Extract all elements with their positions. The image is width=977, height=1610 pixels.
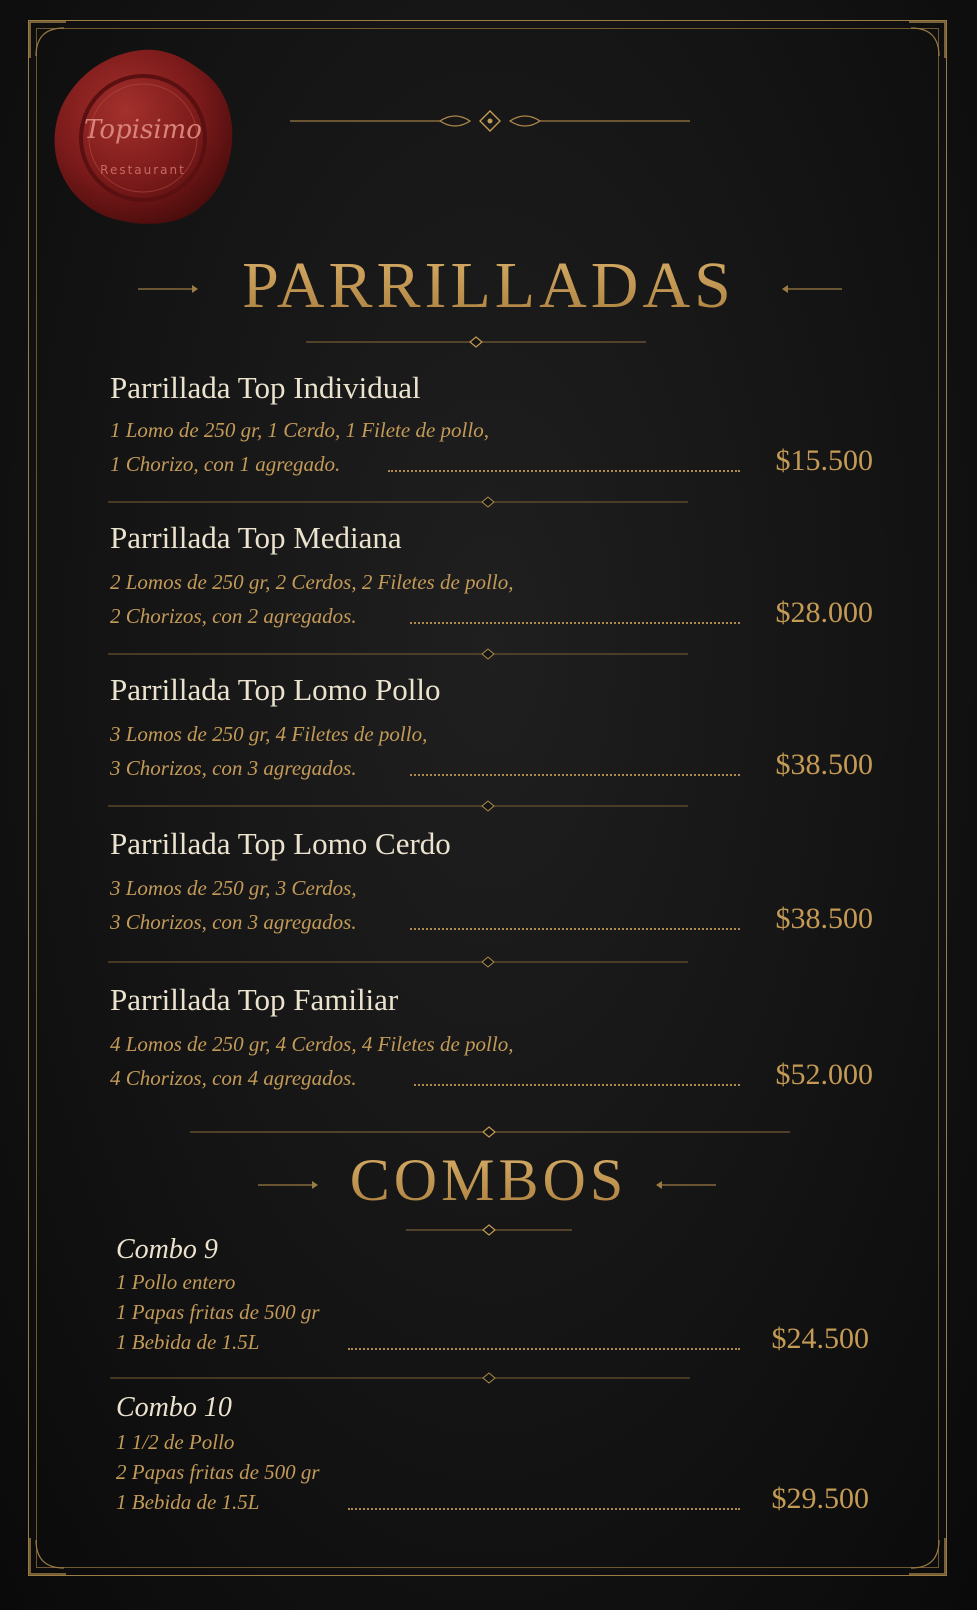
item-name: Parrillada Top Mediana xyxy=(110,520,402,555)
combo-line: 2 Papas fritas de 500 gr xyxy=(116,1460,320,1484)
dot-leader xyxy=(388,466,740,472)
title-flourish-left-icon xyxy=(258,1180,320,1190)
corner-ornament-icon xyxy=(907,20,947,60)
item-desc-line2: 2 Chorizos, con 2 agregados. xyxy=(110,604,357,628)
item-price: $38.500 xyxy=(775,748,873,781)
title-flourish-right-icon xyxy=(654,1180,716,1190)
item-name: Parrillada Top Individual xyxy=(110,370,421,405)
seal-brand-text: Topisimo xyxy=(84,115,202,145)
item-name: Parrillada Top Lomo Cerdo xyxy=(110,826,451,861)
item-desc-line2: 1 Chorizo, con 1 agregado. xyxy=(110,452,341,476)
item-divider xyxy=(108,648,688,660)
dot-leader xyxy=(410,924,740,930)
item-desc-line1: 1 Lomo de 250 gr, 1 Cerdo, 1 Filete de pollo, xyxy=(110,418,489,442)
item-desc-line1: 3 Lomos de 250 gr, 4 Filetes de pollo, xyxy=(110,722,428,746)
title-flourish-left-icon xyxy=(138,284,200,294)
title-flourish-right-icon xyxy=(780,284,842,294)
item-desc-line2: 3 Chorizos, con 3 agregados. xyxy=(110,756,357,780)
item-price: $52.000 xyxy=(775,1058,873,1091)
item-desc-line1: 3 Lomos de 250 gr, 3 Cerdos, xyxy=(110,876,357,900)
combo-line: 1 Pollo entero xyxy=(116,1270,236,1294)
section-divider xyxy=(190,1126,790,1138)
title-underline-divider xyxy=(406,1224,572,1236)
combo-name: Combo 9 xyxy=(116,1234,218,1265)
dot-leader xyxy=(348,1504,740,1510)
dot-leader xyxy=(414,1080,740,1086)
combo-line: 1 Bebida de 1.5L xyxy=(116,1330,260,1354)
combo-price: $29.500 xyxy=(771,1482,869,1515)
seal-subtitle-text: Restaurant xyxy=(100,163,186,177)
corner-ornament-icon xyxy=(28,1536,68,1576)
dot-leader xyxy=(348,1344,740,1350)
title-underline-divider xyxy=(306,336,646,348)
combo-line: 1 Bebida de 1.5L xyxy=(116,1490,260,1514)
item-divider xyxy=(108,496,688,508)
item-divider xyxy=(110,1372,690,1384)
item-name: Parrillada Top Lomo Pollo xyxy=(110,672,441,707)
dot-leader xyxy=(410,618,740,624)
corner-ornament-icon xyxy=(907,1536,947,1576)
combo-name: Combo 10 xyxy=(116,1392,232,1423)
wax-seal-logo xyxy=(48,46,238,228)
combo-line: 1 Papas fritas de 500 gr xyxy=(116,1300,320,1324)
combo-price: $24.500 xyxy=(771,1322,869,1355)
item-price: $38.500 xyxy=(775,902,873,935)
item-desc-line2: 3 Chorizos, con 3 agregados. xyxy=(110,910,357,934)
item-desc-line1: 4 Lomos de 250 gr, 4 Cerdos, 4 Filetes de pollo, xyxy=(110,1032,514,1056)
parrilladas-title: PARRILLADAS xyxy=(0,248,977,324)
item-desc-line2: 4 Chorizos, con 4 agregados. xyxy=(110,1066,357,1090)
dot-leader xyxy=(410,770,740,776)
item-price: $28.000 xyxy=(775,596,873,629)
top-flourish-icon xyxy=(290,108,690,134)
item-divider xyxy=(108,956,688,968)
combo-line: 1 1/2 de Pollo xyxy=(116,1430,235,1454)
item-name: Parrillada Top Familiar xyxy=(110,982,399,1017)
item-divider xyxy=(108,800,688,812)
item-desc-line1: 2 Lomos de 250 gr, 2 Cerdos, 2 Filetes de pollo, xyxy=(110,570,514,594)
combos-title: COMBOS xyxy=(0,1146,977,1215)
item-price: $15.500 xyxy=(775,444,873,477)
